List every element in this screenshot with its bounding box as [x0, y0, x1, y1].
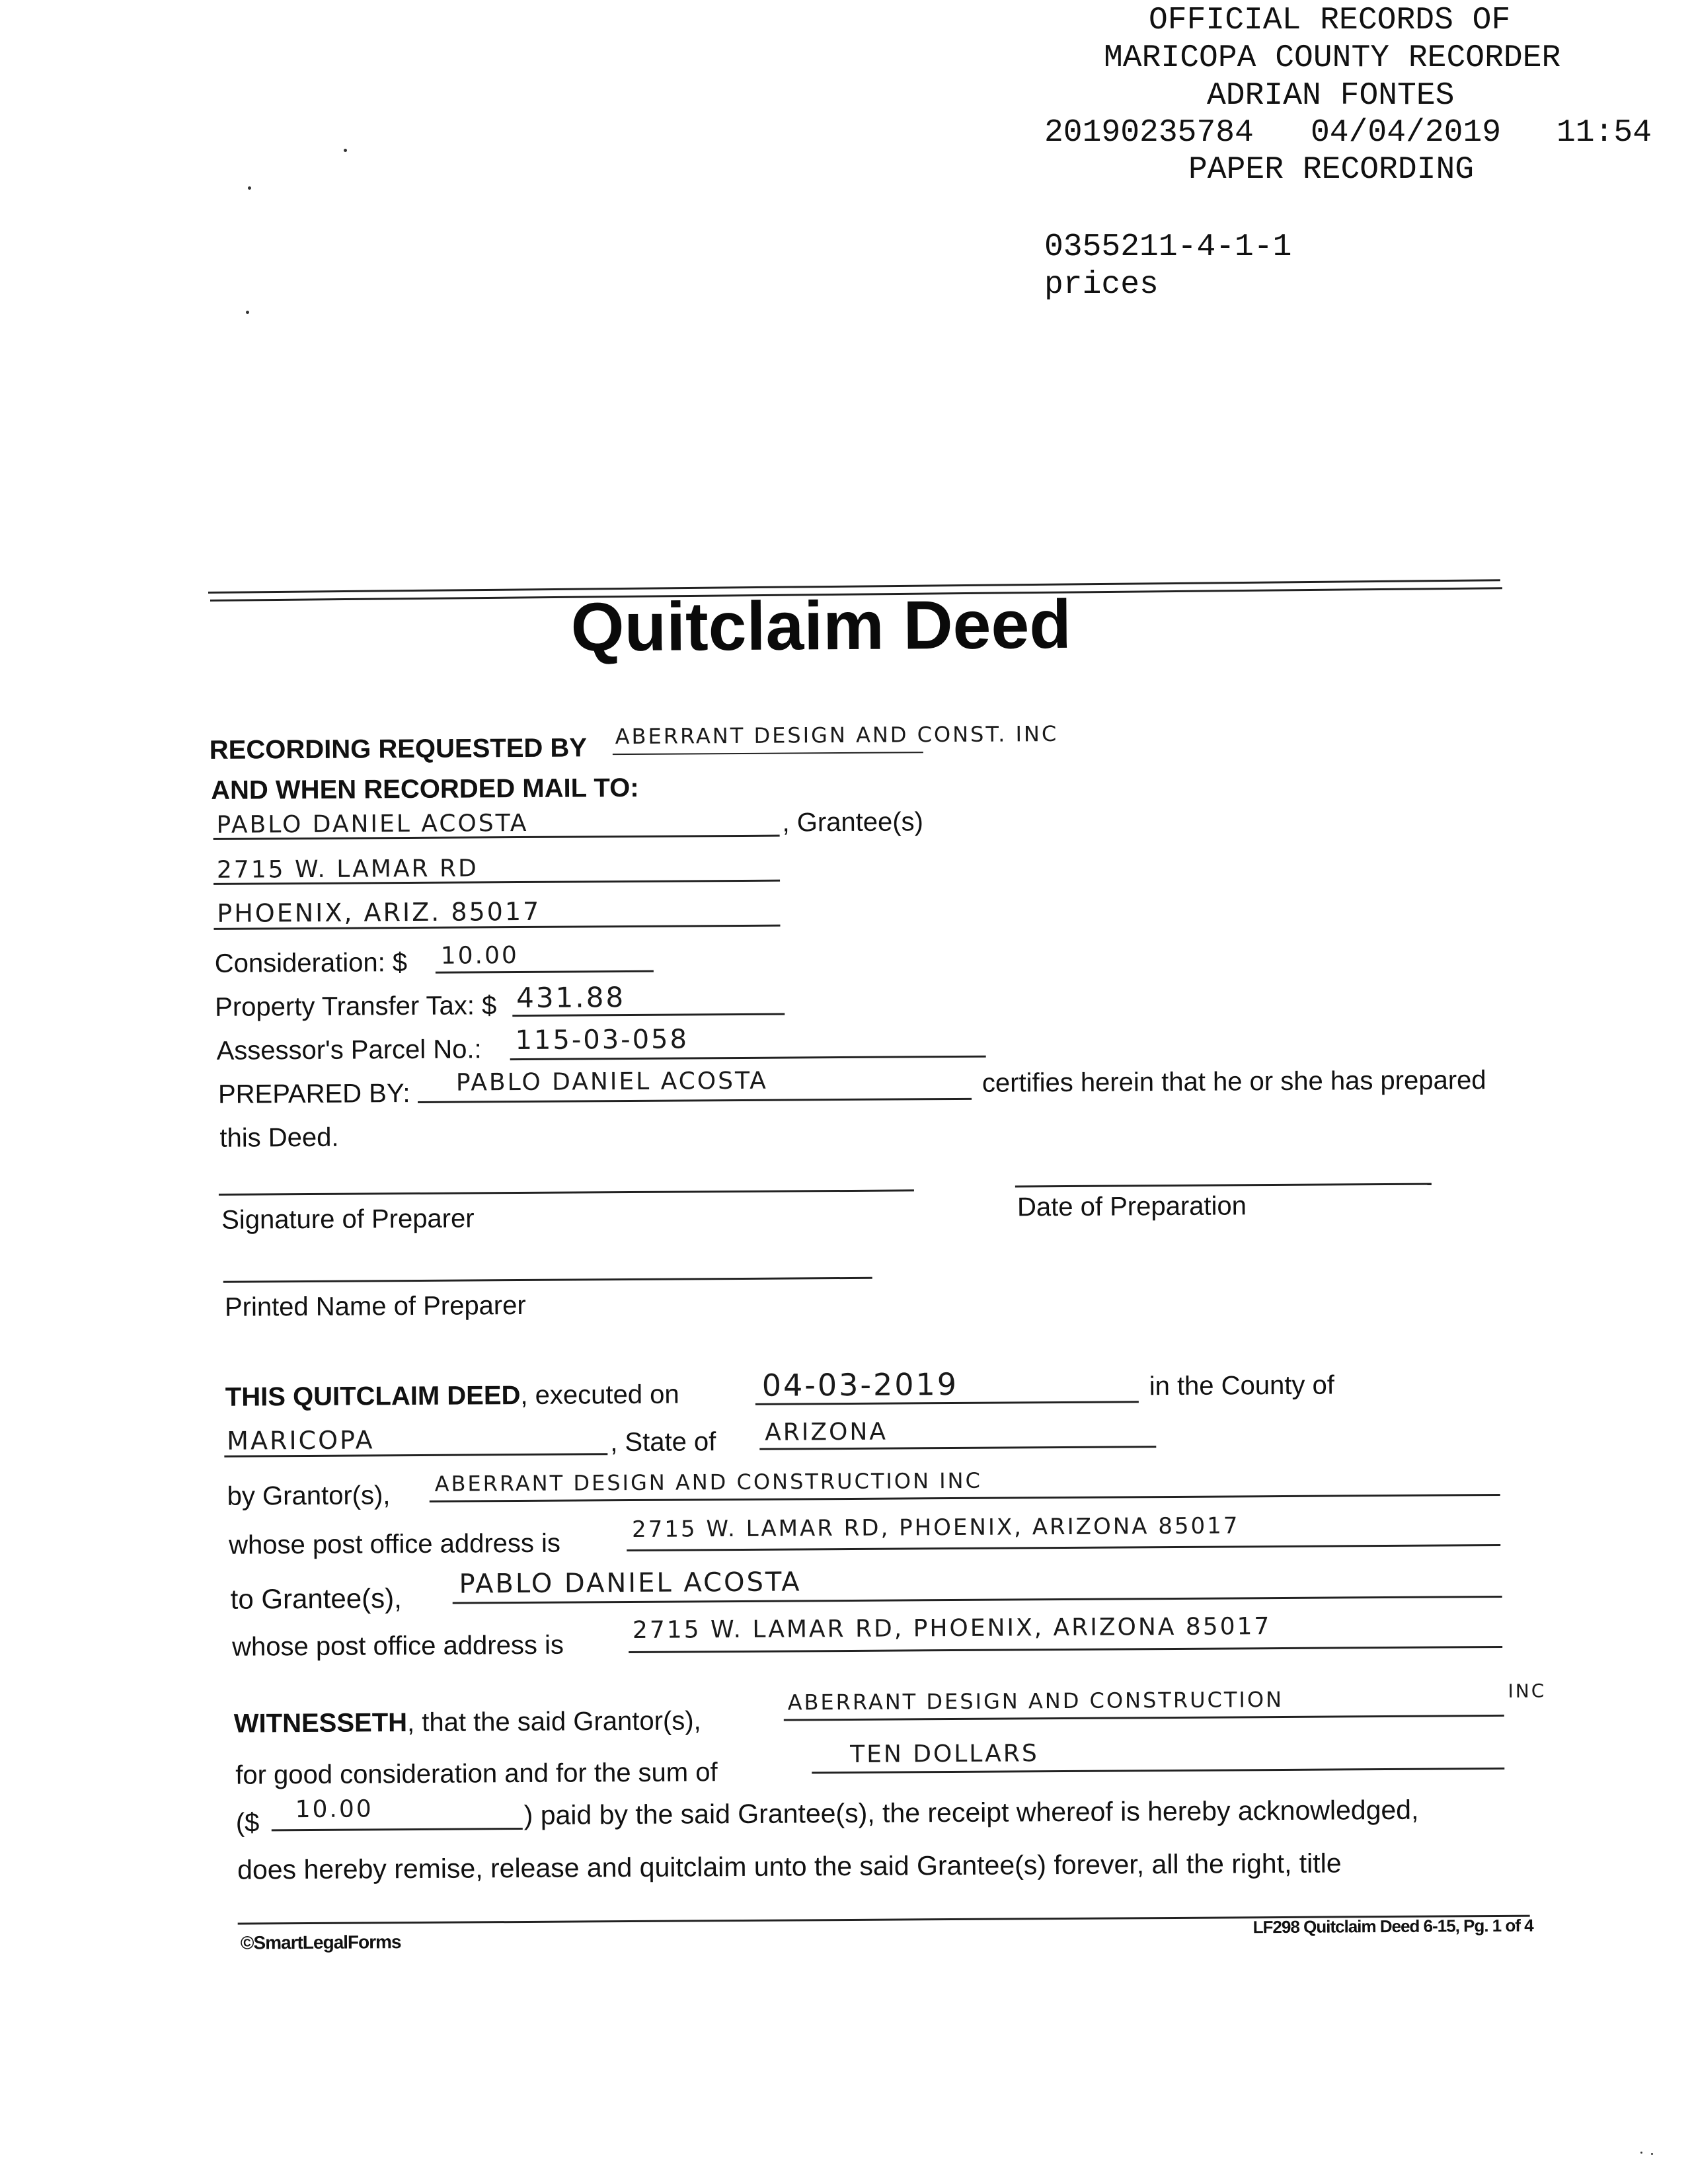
this-deed-text: this Deed. — [219, 1122, 339, 1153]
sum-label: for good consideration and for the sum of — [235, 1758, 718, 1790]
state-line — [759, 1446, 1156, 1450]
paid-text: ) paid by the said Grantee(s), the receipt whereof is hereby acknowledged, — [523, 1794, 1419, 1830]
mail-to-label: AND WHEN RECORDED MAIL TO: — [211, 773, 639, 805]
footer-copyright: ©SmartLegalForms — [240, 1931, 401, 1953]
grantee-address-label: whose post office address is — [231, 1630, 564, 1662]
witnesseth-inc-value: INC — [1508, 1680, 1547, 1702]
witnesseth-grantor-value: ABERRANT DESIGN AND CONSTRUCTION — [787, 1686, 1284, 1715]
witnesseth-bold: WITNESSETH — [233, 1708, 408, 1738]
scan-speck — [1651, 2153, 1653, 2155]
paren-open: ($ — [235, 1808, 260, 1838]
grantor-address-label: whose post office address is — [229, 1528, 561, 1560]
sum-words-line — [812, 1768, 1504, 1774]
consideration-label: Consideration: $ — [214, 948, 408, 978]
mail-to-city: PHOENIX, ARIZ. 85017 — [217, 896, 541, 928]
parcel-label: Assessor's Parcel No.: — [216, 1034, 482, 1066]
to-grantee-label: to Grantee(s), — [230, 1582, 402, 1615]
county-value: MARICOPA — [227, 1425, 375, 1456]
sum-amount-line — [272, 1828, 523, 1831]
state-value: ARIZONA — [765, 1418, 888, 1446]
prepared-by-value: PABLO DANIEL ACOSTA — [455, 1067, 768, 1097]
state-of-label: , State of — [610, 1427, 716, 1458]
witnesseth-line — [234, 1706, 701, 1738]
signature-line — [219, 1189, 914, 1195]
grantee-address-value: 2715 W. LAMAR RD, PHOENIX, ARIZONA 85017 — [632, 1613, 1272, 1644]
date-of-preparation-line — [1015, 1183, 1432, 1188]
certifies-text: certifies herein that he or she has prepared — [981, 1066, 1486, 1098]
signature-of-preparer-label: Signature of Preparer — [221, 1204, 475, 1235]
stamp-record-number: 20190235784 — [1044, 115, 1254, 151]
prepared-by-label: PREPARED BY: — [217, 1079, 410, 1109]
grantee-label: , Grantee(s) — [782, 807, 924, 838]
stamp-date: 04/04/2019 — [1311, 115, 1502, 151]
document-title: Quitclaim Deed — [570, 586, 1072, 666]
parcel-value: 115-03-058 — [515, 1024, 689, 1056]
stamp-code: 0355211-4-1-1 — [1044, 229, 1292, 265]
stamp-clerk: prices — [1044, 267, 1159, 303]
date-of-preparation-label: Date of Preparation — [1017, 1191, 1247, 1222]
grantor-address-value: 2715 W. LAMAR RD, PHOENIX, ARIZONA 85017 — [631, 1512, 1240, 1543]
grantor-label: by Grantor(s), — [227, 1481, 391, 1511]
consideration-line — [436, 970, 654, 974]
mail-to-name: PABLO DANIEL ACOSTA — [216, 809, 529, 839]
executed-line — [225, 1380, 679, 1413]
grantee-value: PABLO DANIEL ACOSTA — [459, 1567, 802, 1600]
printed-name-line — [223, 1277, 872, 1283]
printed-name-label: Printed Name of Preparer — [224, 1290, 526, 1322]
witnesseth-grantor-line — [784, 1715, 1504, 1721]
stamp-line-official-records: OFFICIAL RECORDS OF — [1149, 3, 1511, 38]
sum-amount-value: 10.00 — [295, 1795, 373, 1824]
county-of-label: in the County of — [1149, 1370, 1335, 1401]
consideration-value: 10.00 — [440, 942, 519, 970]
grantor-value: ABERRANT DESIGN AND CONSTRUCTION INC — [434, 1467, 982, 1497]
transfer-tax-label: Property Transfer Tax: $ — [215, 991, 497, 1022]
executed-on-label: , executed on — [520, 1380, 679, 1411]
stamp-line-recorder-name: ADRIAN FONTES — [1207, 78, 1455, 114]
mail-to-street: 2715 W. LAMAR RD — [216, 855, 479, 884]
recording-requested-label: RECORDING REQUESTED BY — [209, 733, 588, 765]
stamp-line-county-recorder: MARICOPA COUNTY RECORDER — [1104, 40, 1561, 76]
remise-text: does hereby remise, release and quitclaim unto the said Grantee(s) forever, all the right, title — [237, 1848, 1342, 1885]
sum-words-value: TEN DOLLARS — [850, 1740, 1039, 1768]
stamp-paper-recording: PAPER RECORDING — [1188, 152, 1475, 188]
transfer-tax-value: 431.88 — [516, 981, 626, 1015]
witnesseth-label: , that the said Grantor(s), — [406, 1706, 701, 1738]
grantor-address-line — [627, 1544, 1500, 1551]
quitclaim-deed-bold: THIS QUITCLAIM DEED — [225, 1381, 521, 1412]
footer-form-number: LF298 Quitclaim Deed 6-15, Pg. 1 of 4 — [1252, 1915, 1533, 1937]
stamp-time: 11:54 — [1557, 115, 1652, 151]
recording-requested-underline — [613, 752, 923, 755]
grantee-address-line — [629, 1646, 1502, 1653]
recording-requested-value: ABERRANT DESIGN AND CONST. INC — [615, 721, 1059, 750]
scan-speck — [1640, 2152, 1642, 2154]
prepared-by-line — [418, 1098, 972, 1103]
parcel-line — [510, 1056, 986, 1060]
executed-date-value: 04-03-2019 — [761, 1366, 959, 1403]
